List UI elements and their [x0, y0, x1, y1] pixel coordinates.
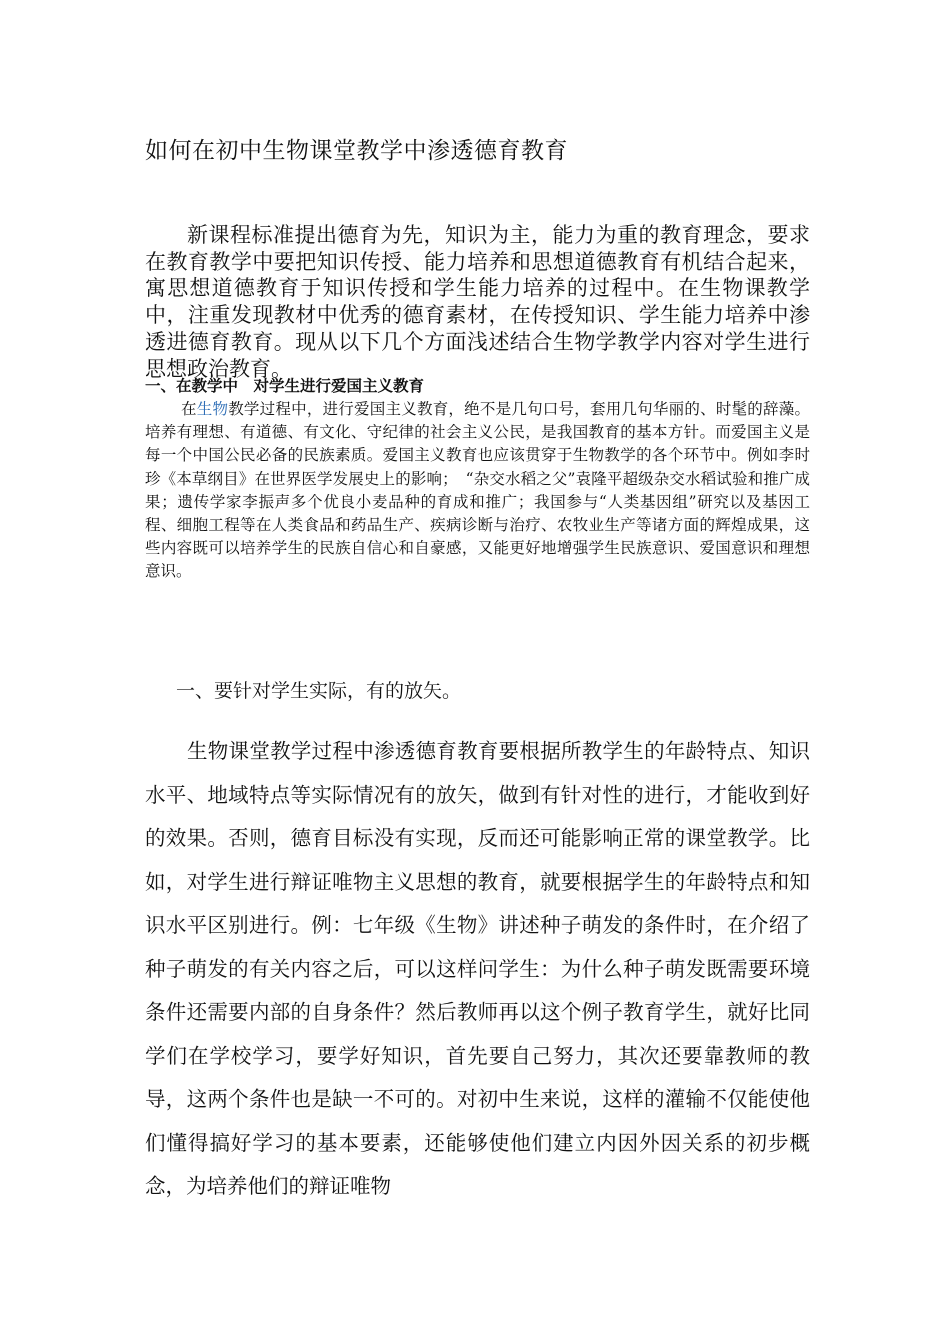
section-2-body: 生物课堂教学过程中渗透德育教育要根据所教学生的年龄特点、知识水平、地域特点等实际情况有的放矢，做到有针对性的进行，才能收到好的效果。否则，德育目标没有实现，反而还可能影响正常的课堂教学。比如，对学生进行辩证唯物主义思想的教育，就要根据学生的年龄特点和知识水平区别进行。例：七年级《生物》讲述种子萌发的条件时，在介绍了种子萌发的有关内容之后，可以这样问学生：为什么种子萌发既需要环境条件还需要内部的自身条件？然后教师再以这个例子教育学生，就好比同学们在学校学习，要学好知识，首先要自己努力，其次还要靠教师的教导，这两个条件也是缺一不可的。对初中生来说，这样的灌输不仅能使他们懂得搞好学习的基本要素，还能够使他们建立内因外因关系的初步概念，为培养他们的辩证唯物 — [145, 739, 810, 1198]
biology-link[interactable]: 生物 — [196, 400, 229, 418]
section-2-heading: 一、要针对学生实际，有的放矢。 — [176, 680, 462, 702]
intro-paragraph: 新课程标准提出德育为先，知识为主，能力为重的教育理念，要求在教育教学中要把知识传授、能力培养和思想道德教育有机结合起来，寓思想道德教育于知识传授和学生能力培养的过程中。在生物课教学中，注重发现教材中优秀的德育素材，在传授知识、学生能力培养中渗透进德育教育。现从以下几个方面浅述结合生物学教学内容对学生进行思想政治教育。 — [145, 223, 810, 381]
section-1-body-prefix: 在 — [181, 400, 197, 418]
section-1-heading: 一、在教学中 对学生进行爱国主义教育 — [145, 377, 425, 395]
section-1-body — [145, 398, 810, 584]
document-title: 如何在初中生物课堂教学中渗透德育教育 — [145, 138, 568, 164]
section-1-body-text: 教学过程中，进行爱国主义教育，绝不是几句口号，套用几句华丽的、时髦的辞藻。培养有理想、有道德、有文化、守纪律的社会主义公民，是我国教育的基本方针。而爱国主义是每一个中国公民必备的民族素质。爱国主义教育也应该贯穿于生物教学的各个环节中。例如李时珍《本草纲目》在世界医学发展史上的影响； “杂交水稻之父”袁隆平超级杂交水稻试验和推广成果；遗传学家李振声多个优良小麦品种的育成和推广；我国参与“人类基因组”研究以及基因工程、细胞工程等在人类食品和药品生产、疾病诊断与治疗、农牧业生产等诸方面的辉煌成果，这些内容既可以培养学生的民族自信心和自豪感，又能更好地增强学生民族意识、爱国意识和理想意识。 — [145, 400, 810, 581]
